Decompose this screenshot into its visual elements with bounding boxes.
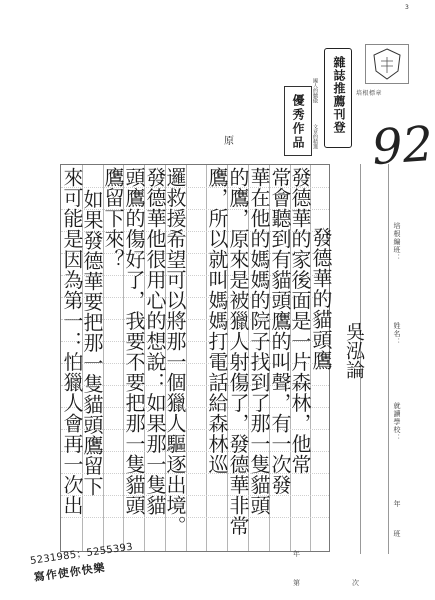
stamp-label: 培根標章: [356, 90, 383, 97]
page-number: 3: [405, 4, 409, 11]
writing-grid: [60, 164, 333, 552]
essay-column: 頭鷹的傷好了，我要不要把那一隻貓頭: [122, 167, 146, 516]
class-label: 培根編班：: [393, 222, 401, 262]
essay-column: 華在他的媽媽的院子找到了那一隻貓頭: [247, 167, 271, 516]
essay-column: 鷹，所以就叫媽媽打電話給森林巡: [205, 167, 229, 475]
grade-label: 年: [393, 500, 401, 508]
student-name: 吳泓論: [343, 322, 365, 379]
essay-column: 發德華的家後面是一片森林，他常: [288, 167, 312, 475]
side-divider: [388, 164, 389, 554]
class-suffix-label: 班: [393, 530, 401, 538]
bottom-times-label: 次: [352, 579, 359, 587]
original-label: 原: [224, 136, 234, 147]
school-label: 就讀學校：: [393, 402, 401, 442]
essay-column: 如果發德華要把那一隻貓頭鷹留下: [80, 189, 104, 497]
phone-numbers: 5231985；5255393: [29, 541, 134, 567]
bottom-order-label: 第: [293, 579, 300, 587]
essay-column: 發德華他很用心的想說：如果那一隻貓: [143, 167, 167, 516]
essay-column: 鷹留下來？: [101, 167, 125, 270]
excellent-work-label: 優秀作品: [291, 94, 305, 150]
slogan: 寫作使你快樂: [33, 561, 107, 584]
essay-column: 來可能是因為第一：怕獵人會再一次出: [60, 167, 84, 516]
essay-column: 邏救援希望可以將那一個獵人驅逐出境。: [163, 167, 187, 536]
recommendation-note-1: 國人的驕傲: [312, 78, 318, 103]
bottom-year-label: 年: [293, 550, 300, 558]
shield-icon: [366, 45, 408, 83]
recommendation-title: 雜誌推薦刊登: [332, 56, 346, 134]
grid-line: [61, 517, 329, 518]
recommendation-note-2: 文章的精選: [312, 124, 318, 149]
essay-column: 常會聽到有貓頭鷹的叫聲，有一次發: [268, 167, 292, 495]
essay-column: 的鷹，原來是被獵人射傷了，發德華非常: [226, 167, 250, 536]
score: 92: [370, 115, 435, 177]
name-label: 姓名：: [393, 322, 401, 346]
badge-stamp-box: [365, 44, 409, 84]
essay-title: 發德華的貓頭鷹: [309, 227, 333, 371]
